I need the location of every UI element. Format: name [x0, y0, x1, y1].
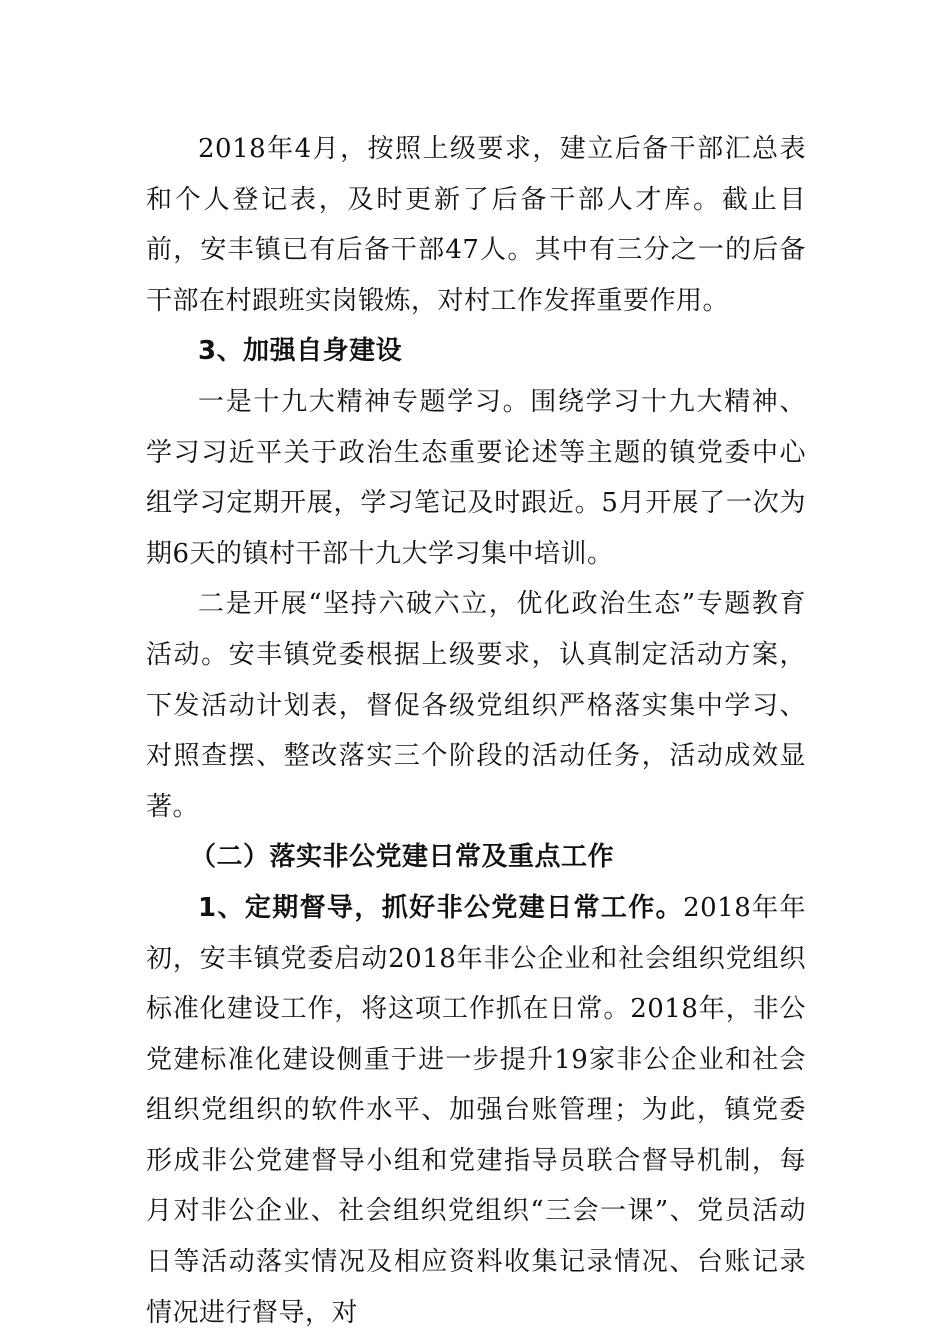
paragraph-special-education: 二是开展“坚持六破六立，优化政治生态”专题教育活动。安丰镇党委根据上级要求，认真制定活动方案，下发活动计划表，督促各级党组织严格落实集中学习、对照查摆、整改落实三个阶段的活动任务，活动成效显著。 [146, 589, 806, 822]
paragraph-reserve-cadres: 2018年4月，按照上级要求，建立后备干部汇总表和个人登记表，及时更新了后备干部人才库。截止目前，安丰镇已有后备干部47人。其中有三分之一的后备干部在村跟班实岗锻炼，对村工作发挥重要作用。 [146, 134, 806, 316]
paragraph-study-19th: 一是十九大精神专题学习。围绕学习十九大精神、学习习近平关于政治生态重要论述等主题的镇党委中心组学习定期开展，学习笔记及时跟近。5月开展了一次为期6天的镇村干部十九大学习集中培训。 [146, 386, 806, 569]
paragraph-body: 2018年年初，安丰镇党委启动2018年非公企业和社会组织党组织标准化建设工作，将这项工作抓在日常。2018年，非公党建标准化建设侧重于进一步提升19家非公企业和社会组织党组织的软件水平、加强台账管理；为此，镇党委形成非公党建督导小组和党建指导员联合督导机制，每月对非公企业、社会组织党组织“三会一课”、党员活动日等活动落实情况及相应资料收集记录情况、台账记录情况进行督导，对 [146, 892, 807, 1328]
paragraph-lead-bold: 1、定期督导，抓好非公党建日常工作。 [198, 892, 684, 923]
document-page [146, 124, 806, 1338]
heading-self-building: 3、加强自身建设 [198, 336, 403, 367]
heading-section-two: （二）落实非公党建日常及重点工作 [190, 842, 615, 873]
paragraph-nonpublic-party-building [146, 883, 806, 1338]
